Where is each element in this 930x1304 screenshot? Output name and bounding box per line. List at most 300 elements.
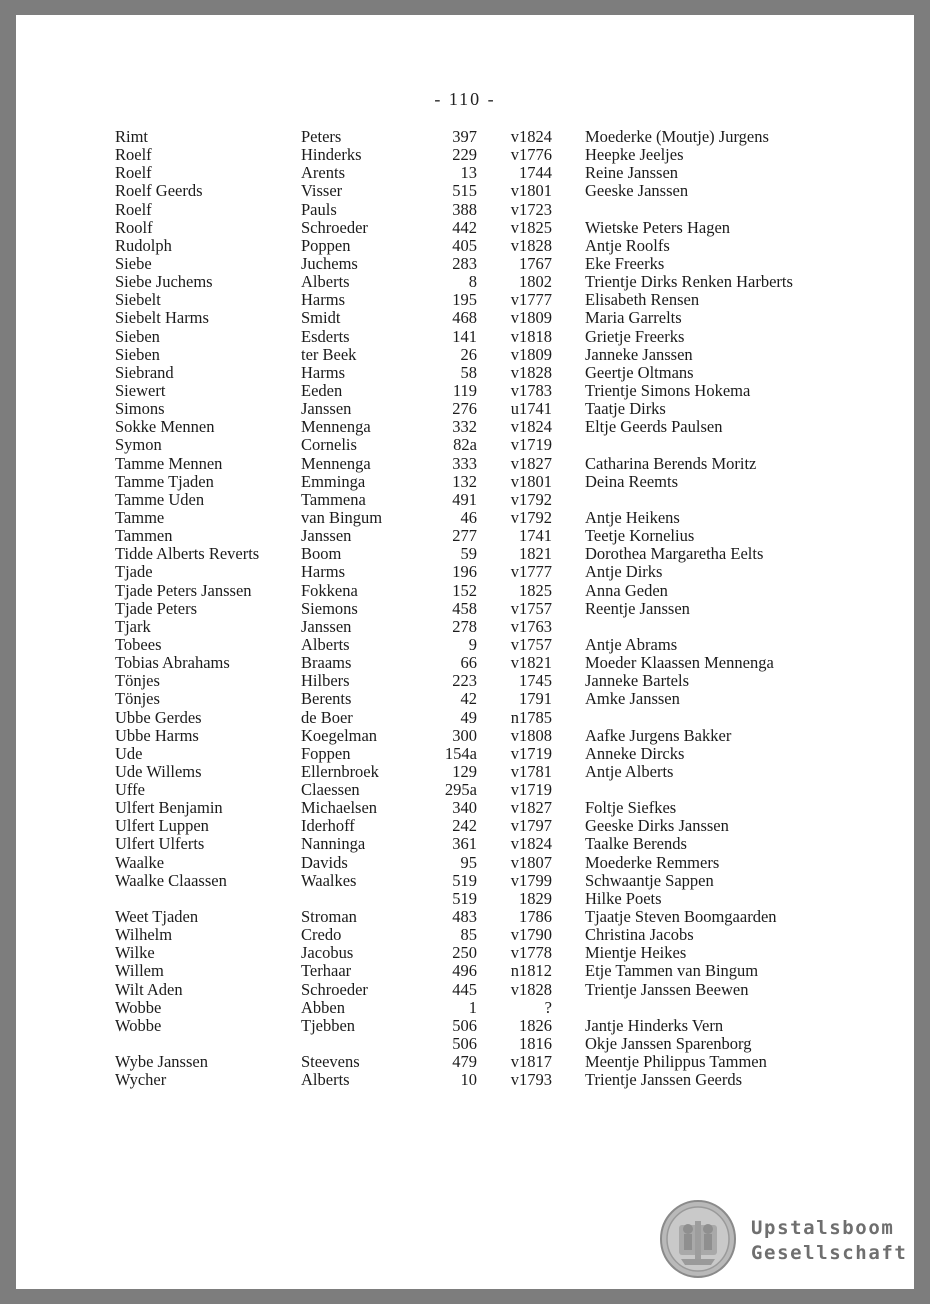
surname: Abben bbox=[301, 997, 345, 1017]
first-name: Wybe Janssen bbox=[115, 1052, 208, 1072]
first-name: Roelf Geerds bbox=[115, 181, 203, 201]
spouse-name: Tjaatje Steven Boomgaarden bbox=[585, 907, 777, 927]
register-row bbox=[115, 763, 855, 781]
entry-number: 59 bbox=[460, 544, 477, 564]
spouse-name: Antje Heikens bbox=[585, 507, 680, 527]
register-row bbox=[115, 219, 855, 237]
register-row bbox=[115, 328, 855, 346]
year: u1741 bbox=[510, 399, 552, 419]
first-name: Tönjes bbox=[115, 689, 160, 709]
year: v1719 bbox=[510, 780, 552, 800]
spouse-name: Trientje Janssen Geerds bbox=[585, 1070, 743, 1090]
year: 1786 bbox=[519, 907, 552, 927]
first-name: Rimt bbox=[115, 127, 149, 146]
surname: Stroman bbox=[301, 907, 357, 927]
first-name: Roelf bbox=[115, 145, 152, 165]
year: 1816 bbox=[519, 1034, 552, 1054]
surname: Steevens bbox=[301, 1052, 360, 1072]
year: 1802 bbox=[519, 272, 552, 292]
spouse-name: Amke Janssen bbox=[585, 689, 680, 709]
surname: de Boer bbox=[301, 707, 353, 727]
surname: Alberts bbox=[301, 1070, 350, 1090]
first-name: Tjade Peters Janssen bbox=[115, 580, 252, 600]
spouse-name: Schwaantje Sappen bbox=[585, 870, 714, 890]
year: v1828 bbox=[510, 979, 552, 999]
register-row bbox=[115, 545, 855, 563]
first-name: Sieben bbox=[115, 326, 160, 346]
spouse-name: Antje Abrams bbox=[585, 634, 678, 654]
entry-number: 277 bbox=[452, 526, 477, 546]
register-row bbox=[115, 745, 855, 763]
entry-number: 132 bbox=[452, 471, 477, 491]
register-row bbox=[115, 455, 855, 473]
spouse-name: Grietje Freerks bbox=[585, 326, 685, 346]
first-name: Sokke Mennen bbox=[115, 417, 215, 437]
entry-number: 95 bbox=[460, 852, 477, 872]
spouse-name: Geeske Dirks Janssen bbox=[585, 816, 729, 836]
year: v1790 bbox=[510, 925, 552, 945]
entry-number: 388 bbox=[452, 199, 477, 219]
surname: Foppen bbox=[301, 743, 351, 763]
entry-number: 519 bbox=[452, 870, 477, 890]
entry-number: 154a bbox=[444, 743, 477, 763]
year: v1757 bbox=[510, 634, 552, 654]
first-name: Wobbe bbox=[115, 1015, 162, 1035]
entry-number: 405 bbox=[452, 235, 477, 255]
entry-number: 42 bbox=[460, 689, 477, 709]
spouse-name: Christina Jacobs bbox=[585, 925, 694, 945]
register-row bbox=[115, 182, 855, 200]
entry-number: 397 bbox=[452, 127, 477, 146]
register-row bbox=[115, 563, 855, 581]
register-row bbox=[115, 944, 855, 962]
surname: Cornelis bbox=[301, 435, 357, 455]
year: v1763 bbox=[510, 616, 552, 636]
first-name: Ubbe Harms bbox=[115, 725, 199, 745]
entry-number: 442 bbox=[452, 217, 477, 237]
entry-number: 332 bbox=[452, 417, 477, 437]
register-row bbox=[115, 690, 855, 708]
entry-number: 278 bbox=[452, 616, 477, 636]
spouse-name: Elisabeth Rensen bbox=[585, 290, 700, 310]
entry-number: 26 bbox=[460, 344, 477, 364]
register-row bbox=[115, 128, 855, 146]
first-name: Ude bbox=[115, 743, 143, 763]
spouse-name: Trientje Janssen Beewen bbox=[585, 979, 749, 999]
year: v1792 bbox=[510, 507, 552, 527]
year: v1824 bbox=[510, 834, 552, 854]
first-name: Siebrand bbox=[115, 362, 174, 382]
spouse-name: Catharina Berends Moritz bbox=[585, 453, 757, 473]
surname: Janssen bbox=[301, 526, 352, 546]
surname: Mennenga bbox=[301, 417, 371, 437]
entry-number: 195 bbox=[452, 290, 477, 310]
entry-number: 58 bbox=[460, 362, 477, 382]
first-name: Tamme Uden bbox=[115, 489, 205, 509]
year: v1824 bbox=[510, 417, 552, 437]
spouse-name: Janneke Janssen bbox=[585, 344, 693, 364]
register-row bbox=[115, 164, 855, 182]
surname: Fokkena bbox=[301, 580, 358, 600]
entry-number: 333 bbox=[452, 453, 477, 473]
first-name: Ubbe Gerdes bbox=[115, 707, 202, 727]
register-row bbox=[115, 1035, 855, 1053]
year: v1801 bbox=[510, 181, 552, 201]
first-name: Tobias Abrahams bbox=[115, 653, 230, 673]
first-name: Tamme bbox=[115, 507, 165, 527]
entry-number: 152 bbox=[452, 580, 477, 600]
surname: Waalkes bbox=[301, 870, 357, 890]
first-name: Wilt Aden bbox=[115, 979, 183, 999]
entry-number: 8 bbox=[468, 272, 477, 292]
year: v1818 bbox=[510, 326, 552, 346]
register-row bbox=[115, 346, 855, 364]
page-number: - 110 - bbox=[434, 89, 496, 109]
spouse-name: Mientje Heikes bbox=[585, 943, 687, 963]
year: v1825 bbox=[510, 217, 552, 237]
spouse-name: Hilke Poets bbox=[585, 888, 662, 908]
first-name: Wycher bbox=[115, 1070, 167, 1090]
surname: Mennenga bbox=[301, 453, 371, 473]
year: v1809 bbox=[510, 308, 552, 328]
surname: Braams bbox=[301, 653, 352, 673]
surname: Harms bbox=[301, 562, 345, 582]
register-row bbox=[115, 926, 855, 944]
register-row bbox=[115, 817, 855, 835]
spouse-name: Trientje Dirks Renken Harberts bbox=[585, 272, 793, 292]
entry-number: 129 bbox=[452, 761, 477, 781]
entry-number: 1 bbox=[468, 997, 477, 1017]
spouse-name: Heepke Jeeljes bbox=[585, 145, 684, 165]
year: v1827 bbox=[510, 798, 552, 818]
first-name: Ulfert Ulferts bbox=[115, 834, 205, 854]
entry-number: 361 bbox=[452, 834, 477, 854]
year: v1821 bbox=[510, 653, 552, 673]
year: v1801 bbox=[510, 471, 552, 491]
year: v1719 bbox=[510, 435, 552, 455]
register-row bbox=[115, 400, 855, 418]
register-row bbox=[115, 854, 855, 872]
spouse-name: Geertje Oltmans bbox=[585, 362, 694, 382]
entry-number: 340 bbox=[452, 798, 477, 818]
surname: Alberts bbox=[301, 634, 350, 654]
spouse-name: Teetje Kornelius bbox=[585, 526, 695, 546]
surname: Juchems bbox=[301, 253, 358, 273]
society-seal-icon bbox=[659, 1199, 737, 1279]
register-row bbox=[115, 382, 855, 400]
register-row bbox=[115, 436, 855, 454]
spouse-name: Foltje Siefkes bbox=[585, 798, 677, 818]
register-row bbox=[115, 781, 855, 799]
year: v1817 bbox=[510, 1052, 552, 1072]
year: 1821 bbox=[519, 544, 552, 564]
entry-number: 223 bbox=[452, 671, 477, 691]
entry-number: 276 bbox=[452, 399, 477, 419]
year: v1808 bbox=[510, 725, 552, 745]
entry-number: 445 bbox=[452, 979, 477, 999]
year: 1825 bbox=[519, 580, 552, 600]
year: n1812 bbox=[510, 961, 552, 981]
surname: Peters bbox=[301, 127, 342, 146]
register-row bbox=[115, 491, 855, 509]
spouse-name: Taalke Berends bbox=[585, 834, 687, 854]
surname: Siemons bbox=[301, 598, 358, 618]
surname: Terhaar bbox=[301, 961, 352, 981]
first-name: Uffe bbox=[115, 780, 145, 800]
entry-number: 458 bbox=[452, 598, 477, 618]
entry-number: 49 bbox=[460, 707, 477, 727]
spouse-name: Etje Tammen van Bingum bbox=[585, 961, 759, 981]
spouse-name: Maria Garrelts bbox=[585, 308, 682, 328]
entry-number: 13 bbox=[460, 163, 477, 183]
first-name: Simons bbox=[115, 399, 165, 419]
society-name bbox=[751, 1216, 907, 1266]
spouse-name: Deina Reemts bbox=[585, 471, 679, 491]
register-row bbox=[115, 1053, 855, 1071]
register-row bbox=[115, 890, 855, 908]
first-name: Ude Willems bbox=[115, 761, 202, 781]
register-row bbox=[115, 618, 855, 636]
first-name: Waalke bbox=[115, 852, 165, 872]
entry-number: 506 bbox=[452, 1034, 477, 1054]
entry-number: 9 bbox=[468, 634, 477, 654]
year: ? bbox=[544, 997, 552, 1017]
surname: Berents bbox=[301, 689, 352, 709]
year: 1829 bbox=[519, 888, 552, 908]
surname: Tammena bbox=[301, 489, 366, 509]
year: v1777 bbox=[510, 562, 552, 582]
entry-number: 519 bbox=[452, 888, 477, 908]
register-row bbox=[115, 255, 855, 273]
year: 1791 bbox=[519, 689, 552, 709]
entry-number: 10 bbox=[460, 1070, 477, 1090]
register-row bbox=[115, 835, 855, 853]
spouse-name: Antje Roolfs bbox=[585, 235, 670, 255]
surname: Schroeder bbox=[301, 217, 368, 237]
spouse-name: Anneke Dircks bbox=[585, 743, 685, 763]
first-name: Wilhelm bbox=[115, 925, 173, 945]
year: v1783 bbox=[510, 380, 552, 400]
entry-number: 283 bbox=[452, 253, 477, 273]
register-row bbox=[115, 473, 855, 491]
entry-number: 506 bbox=[452, 1015, 477, 1035]
surname: Koegelman bbox=[301, 725, 378, 745]
year: v1824 bbox=[510, 127, 552, 146]
register-row bbox=[115, 1071, 855, 1089]
spouse-name: Wietske Peters Hagen bbox=[585, 217, 731, 237]
register-row bbox=[115, 636, 855, 654]
entry-number: 250 bbox=[452, 943, 477, 963]
entry-number: 196 bbox=[452, 562, 477, 582]
surname: Claessen bbox=[301, 780, 360, 800]
first-name: Tamme Tjaden bbox=[115, 471, 214, 491]
spouse-name: Jantje Hinderks Vern bbox=[585, 1015, 724, 1035]
surname: Smidt bbox=[301, 308, 341, 328]
first-name: Rudolph bbox=[115, 235, 172, 255]
register-row bbox=[115, 672, 855, 690]
register-row bbox=[115, 273, 855, 291]
year: v1828 bbox=[510, 235, 552, 255]
first-name: Waalke Claassen bbox=[115, 870, 227, 890]
year: v1778 bbox=[510, 943, 552, 963]
register-row bbox=[115, 709, 855, 727]
surname: Davids bbox=[301, 852, 348, 872]
year: v1807 bbox=[510, 852, 552, 872]
surname: Hinderks bbox=[301, 145, 362, 165]
spouse-name: Moederke (Moutje) Jurgens bbox=[585, 127, 769, 146]
spouse-name: Aafke Jurgens Bakker bbox=[585, 725, 732, 745]
surname: Poppen bbox=[301, 235, 351, 255]
surname: Jacobus bbox=[301, 943, 354, 963]
first-name: Tidde Alberts Reverts bbox=[115, 544, 260, 564]
entry-number: 496 bbox=[452, 961, 477, 981]
year: v1777 bbox=[510, 290, 552, 310]
surname: Alberts bbox=[301, 272, 350, 292]
register-row bbox=[115, 237, 855, 255]
first-name: Siewert bbox=[115, 380, 166, 400]
spouse-name: Anna Geden bbox=[585, 580, 668, 600]
register-row bbox=[115, 999, 855, 1017]
year: v1799 bbox=[510, 870, 552, 890]
first-name: Symon bbox=[115, 435, 162, 455]
first-name: Siebelt Harms bbox=[115, 308, 209, 328]
register-row bbox=[115, 654, 855, 672]
surname: Michaelsen bbox=[301, 798, 378, 818]
first-name: Tjade bbox=[115, 562, 153, 582]
register-row bbox=[115, 582, 855, 600]
entry-number: 295a bbox=[444, 780, 477, 800]
year: v1719 bbox=[510, 743, 552, 763]
year: v1781 bbox=[510, 761, 552, 781]
entry-number: 229 bbox=[452, 145, 477, 165]
entry-number: 242 bbox=[452, 816, 477, 836]
register-row bbox=[115, 908, 855, 926]
surname: ter Beek bbox=[301, 344, 357, 364]
first-name: Tammen bbox=[115, 526, 173, 546]
brand-line-2: Gesellschaft bbox=[751, 1242, 908, 1264]
register-row bbox=[115, 509, 855, 527]
spouse-name: Okje Janssen Sparenborg bbox=[585, 1034, 752, 1054]
spouse-name: Antje Dirks bbox=[585, 562, 663, 582]
surname: Visser bbox=[301, 181, 343, 201]
first-name: Tamme Mennen bbox=[115, 453, 223, 473]
year: 1744 bbox=[519, 163, 552, 183]
spouse-name: Janneke Bartels bbox=[585, 671, 690, 691]
first-name: Roolf bbox=[115, 217, 153, 237]
first-name: Wilke bbox=[115, 943, 155, 963]
first-name: Ulfert Benjamin bbox=[115, 798, 223, 818]
first-name: Weet Tjaden bbox=[115, 907, 199, 927]
entry-number: 141 bbox=[452, 326, 477, 346]
name-register-list bbox=[115, 128, 855, 1089]
entry-number: 85 bbox=[460, 925, 477, 945]
entry-number: 46 bbox=[460, 507, 477, 527]
register-row bbox=[115, 600, 855, 618]
entry-number: 119 bbox=[452, 380, 477, 400]
year: v1793 bbox=[510, 1070, 552, 1090]
first-name: Roelf bbox=[115, 163, 152, 183]
register-row bbox=[115, 309, 855, 327]
year: v1757 bbox=[510, 598, 552, 618]
spouse-name: Moeder Klaassen Mennenga bbox=[585, 653, 774, 673]
surname: Tjebben bbox=[301, 1015, 356, 1035]
surname: Credo bbox=[301, 925, 342, 945]
year: 1826 bbox=[519, 1015, 552, 1035]
first-name: Tjade Peters bbox=[115, 598, 198, 618]
register-row bbox=[115, 364, 855, 382]
year: 1745 bbox=[519, 671, 552, 691]
spouse-name: Eltje Geerds Paulsen bbox=[585, 417, 723, 437]
entry-number: 515 bbox=[452, 181, 477, 201]
surname: Hilbers bbox=[301, 671, 350, 691]
brand-line-1: Upstalsboom bbox=[751, 1217, 895, 1239]
surname: van Bingum bbox=[301, 507, 383, 527]
first-name: Tjark bbox=[115, 616, 151, 636]
first-name: Siebe Juchems bbox=[115, 272, 213, 292]
surname: Harms bbox=[301, 290, 345, 310]
spouse-name: Geeske Janssen bbox=[585, 181, 689, 201]
register-row bbox=[115, 981, 855, 999]
surname: Arents bbox=[301, 163, 345, 183]
first-name: Siebelt bbox=[115, 290, 161, 310]
first-name: Tobees bbox=[115, 634, 162, 654]
register-row bbox=[115, 872, 855, 890]
surname: Pauls bbox=[301, 199, 337, 219]
surname: Janssen bbox=[301, 616, 352, 636]
entry-number: 468 bbox=[452, 308, 477, 328]
spouse-name: Moederke Remmers bbox=[585, 852, 720, 872]
register-row bbox=[115, 727, 855, 745]
year: 1741 bbox=[519, 526, 552, 546]
first-name: Wobbe bbox=[115, 997, 162, 1017]
surname: Schroeder bbox=[301, 979, 368, 999]
year: n1785 bbox=[510, 707, 552, 727]
year: v1776 bbox=[510, 145, 552, 165]
spouse-name: Dorothea Margaretha Eelts bbox=[585, 544, 764, 564]
spouse-name: Trientje Simons Hokema bbox=[585, 380, 751, 400]
register-row bbox=[115, 799, 855, 817]
surname: Emminga bbox=[301, 471, 366, 491]
register-row bbox=[115, 527, 855, 545]
spouse-name: Taatje Dirks bbox=[585, 399, 666, 419]
register-row bbox=[115, 201, 855, 219]
surname: Janssen bbox=[301, 399, 352, 419]
first-name: Siebe bbox=[115, 253, 152, 273]
spouse-name: Eke Freerks bbox=[585, 253, 665, 273]
spouse-name: Reine Janssen bbox=[585, 163, 679, 183]
year: v1723 bbox=[510, 199, 552, 219]
year: v1827 bbox=[510, 453, 552, 473]
first-name: Willem bbox=[115, 961, 164, 981]
first-name: Sieben bbox=[115, 344, 160, 364]
entry-number: 483 bbox=[452, 907, 477, 927]
surname: Esderts bbox=[301, 326, 350, 346]
entry-number: 491 bbox=[452, 489, 477, 509]
year: v1797 bbox=[510, 816, 552, 836]
entry-number: 300 bbox=[452, 725, 477, 745]
surname: Nanninga bbox=[301, 834, 366, 854]
spouse-name: Reentje Janssen bbox=[585, 598, 690, 618]
register-row bbox=[115, 146, 855, 164]
spouse-name: Antje Alberts bbox=[585, 761, 674, 781]
register-row bbox=[115, 1017, 855, 1035]
year: 1767 bbox=[519, 253, 552, 273]
entry-number: 479 bbox=[452, 1052, 477, 1072]
first-name: Tönjes bbox=[115, 671, 160, 691]
surname: Iderhoff bbox=[301, 816, 355, 836]
surname: Eeden bbox=[301, 380, 343, 400]
spouse-name: Meentje Philippus Tammen bbox=[585, 1052, 767, 1072]
